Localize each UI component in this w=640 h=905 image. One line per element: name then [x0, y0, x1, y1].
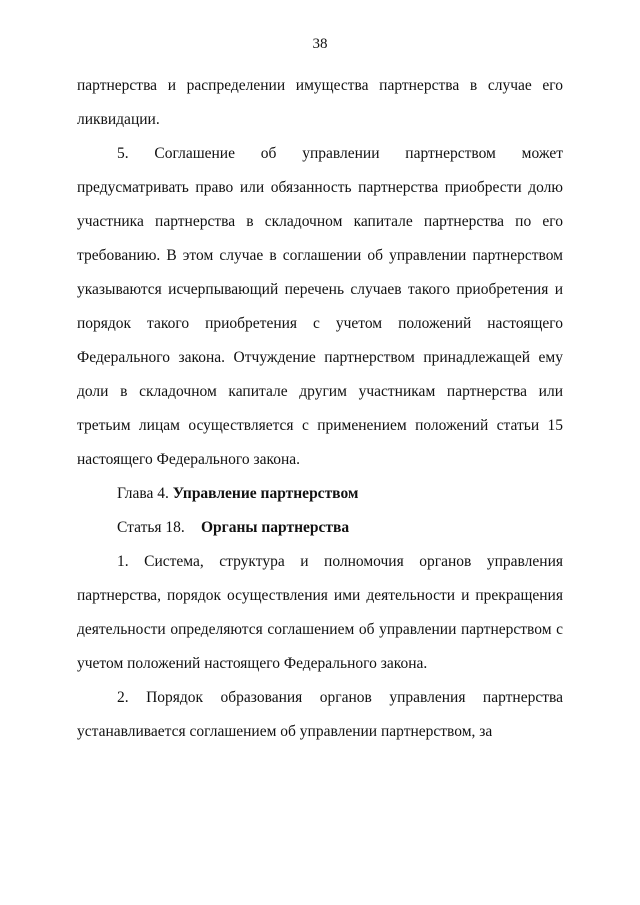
document-body — [77, 69, 563, 749]
paragraph-article-18-1: 1. Система, структура и полномочия органов управления партнерства, порядок осуществления ими деятельности и прекращения деятельности определяются соглашением об управлении партнерством с учетом положений настоящего Федерального закона. — [77, 553, 563, 672]
article-title: Органы партнерства — [201, 519, 350, 536]
chapter-title: Управление партнерством — [172, 485, 359, 502]
article-prefix: Статья 18. — [117, 519, 185, 536]
page-number: 38 — [312, 36, 328, 52]
article-heading — [77, 511, 563, 545]
chapter-prefix: Глава 4. — [117, 485, 173, 502]
paragraph-continuation: партнерства и распределении имущества партнерства в случае его ликвидации. — [77, 77, 563, 128]
paragraph-item-5: 5. Соглашение об управлении партнерством может предусматривать право или обязанность партнерства приобрести долю участника партнерства в складочном капитале партнерства по его требованию. В этом случае в соглашении об управлении партнерством указываются исчерпывающий перечень случаев такого приобретения и порядок такого приобретения с учетом положений настоящего Федерального закона. Отчуждение партнерством принадлежащей ему доли в складочном капитале другим участникам партнерства или третьим лицам осуществляется с применением положений статьи 15 настоящего Федерального закона. — [77, 145, 563, 468]
paragraph-article-18-2: 2. Порядок образования органов управления партнерства устанавливается соглашением об управлении партнерством, за — [77, 689, 563, 740]
chapter-heading — [77, 477, 563, 511]
